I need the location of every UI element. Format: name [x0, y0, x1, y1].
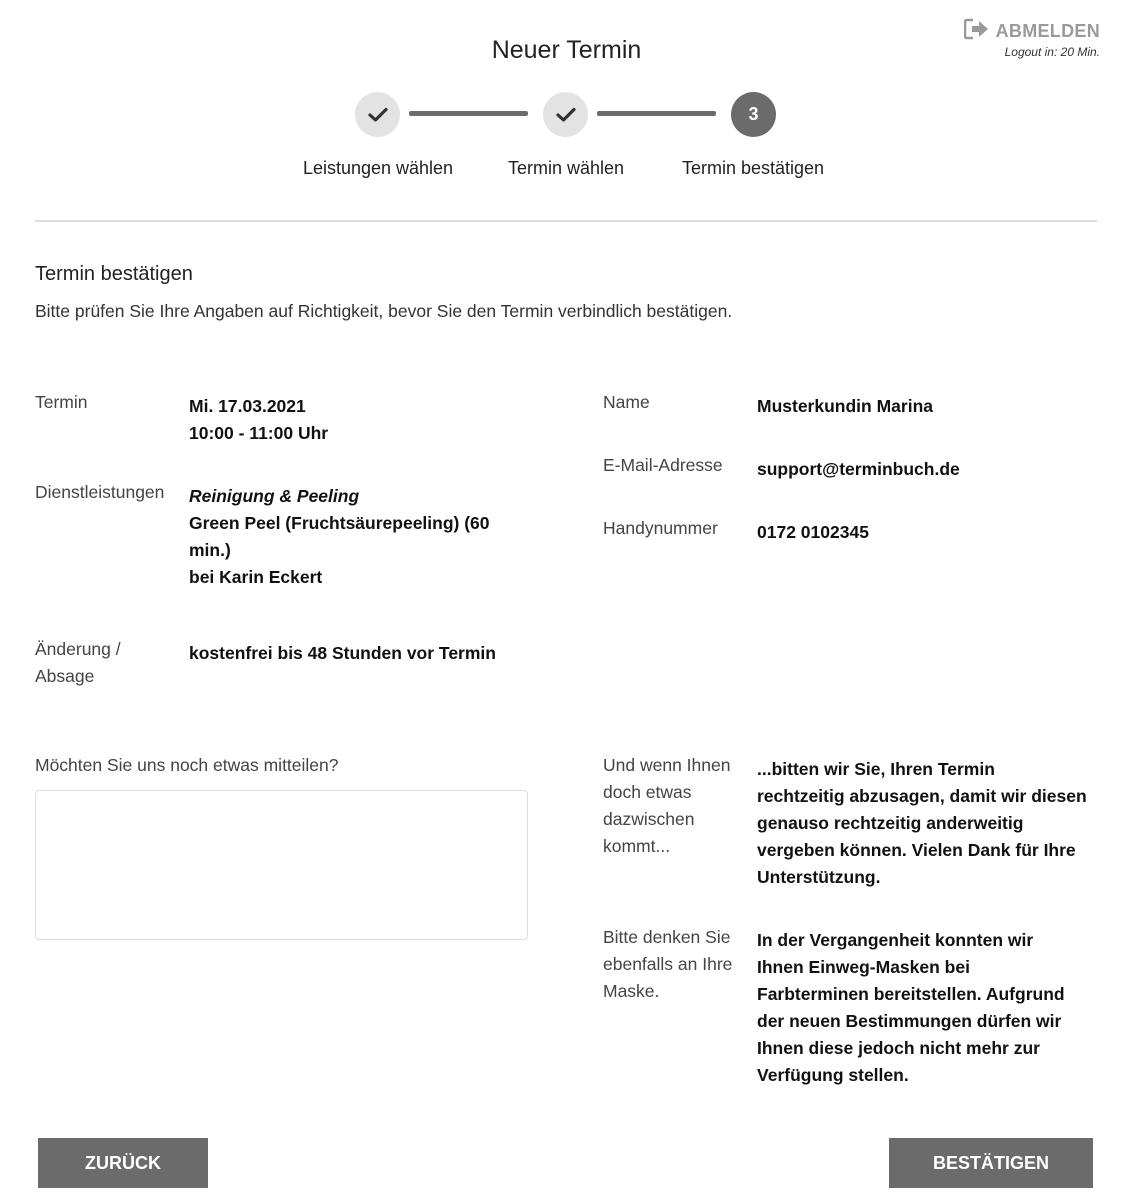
- cancel-note-text-line: rechtzeitig abzusagen, damit wir diesen: [757, 786, 1087, 806]
- termin-time: 10:00 - 11:00 Uhr: [189, 423, 329, 443]
- change-value: kostenfrei bis 48 Stunden vor Termin: [189, 643, 496, 663]
- mask-note-text-line: Farbterminen bereitstellen. Aufgrund: [757, 984, 1065, 1004]
- termin-label: Termin: [35, 392, 88, 412]
- termin-value: [189, 393, 328, 447]
- confirm-button[interactable]: BESTÄTIGEN: [889, 1138, 1093, 1188]
- step-2-label: Termin wählen: [507, 158, 625, 178]
- phone-label: Handynummer: [603, 518, 718, 538]
- mask-note-label-line: ebenfalls an Ihre: [603, 954, 733, 974]
- change-label-line-1: Änderung /: [35, 639, 121, 659]
- mask-note-text: [757, 927, 1065, 1089]
- cancel-note-label-line: Und wenn Ihnen: [603, 755, 731, 775]
- step-1-circle: [355, 92, 400, 137]
- step-3-circle: [731, 92, 776, 137]
- service-category: Reinigung & Peeling: [189, 486, 360, 506]
- service-name-line-2: min.): [189, 540, 231, 560]
- cancel-note-label-line: dazwischen: [603, 809, 695, 829]
- logout-label: ABMELDEN: [995, 21, 1100, 41]
- back-button[interactable]: ZURÜCK: [38, 1138, 208, 1188]
- message-textarea[interactable]: [35, 790, 528, 940]
- name-label: Name: [603, 392, 650, 412]
- step-3-number: 3: [748, 104, 759, 124]
- name-value: Musterkundin Marina: [757, 396, 933, 416]
- section-title: Termin bestätigen: [35, 263, 193, 285]
- mask-note-label-line: Maske.: [603, 981, 660, 1001]
- step-connector: [409, 111, 528, 116]
- cancel-note-text-line: ...bitten wir Sie, Ihren Termin: [757, 759, 995, 779]
- mask-note-text-line: Ihnen Einweg-Masken bei: [757, 957, 970, 977]
- step-connector: [597, 111, 716, 116]
- mask-note-label: [603, 924, 732, 1005]
- service-name-line-1: Green Peel (Fruchtsäurepeeling) (60: [189, 513, 490, 533]
- mask-note-text-line: Verfügung stellen.: [757, 1065, 909, 1085]
- step-1-label: Leistungen wählen: [302, 158, 454, 178]
- service-staff: bei Karin Eckert: [189, 567, 323, 587]
- cancel-note-label-line: kommt...: [603, 836, 671, 856]
- cancel-note-text-line: genauso rechtzeitig anderweitig: [757, 813, 1024, 833]
- services-value: [189, 483, 490, 591]
- progress-stepper: [0, 92, 1133, 187]
- cancel-note-text-line: vergeben können. Vielen Dank für Ihre: [757, 840, 1076, 860]
- change-label-line-2: Absage: [35, 666, 95, 686]
- mask-note-text-line: der neuen Bestimmungen dürfen wir: [757, 1011, 1062, 1031]
- step-2-circle: [543, 92, 588, 137]
- cancel-note-text: [757, 756, 1087, 891]
- check-icon: [368, 107, 388, 123]
- step-3-label: Termin bestätigen: [681, 158, 825, 178]
- cancel-note-text-line: Unterstützung.: [757, 867, 881, 887]
- message-label: Möchten Sie uns noch etwas mitteilen?: [35, 755, 339, 775]
- section-intro: Bitte prüfen Sie Ihre Angaben auf Richtigkeit, bevor Sie den Termin verbindlich bestätigen.: [35, 301, 733, 321]
- cancel-note-label-line: doch etwas: [603, 782, 692, 802]
- mask-note-label-line: Bitte denken Sie: [603, 927, 731, 947]
- mask-note-text-line: In der Vergangenheit konnten wir: [757, 930, 1034, 950]
- phone-value: 0172 0102345: [757, 522, 869, 542]
- check-icon: [556, 107, 576, 123]
- change-label: [35, 636, 121, 690]
- email-value: support@terminbuch.de: [757, 459, 960, 479]
- termin-date: Mi. 17.03.2021: [189, 396, 306, 416]
- mask-note-text-line: Ihnen diese jedoch nicht mehr zur: [757, 1038, 1040, 1058]
- email-label: E-Mail-Adresse: [603, 455, 723, 475]
- page-title: Neuer Termin: [491, 36, 642, 64]
- services-label: Dienstleistungen: [35, 482, 165, 502]
- divider: [35, 220, 1097, 222]
- logout-timer: Logout in: 20 Min.: [1004, 45, 1100, 59]
- cancel-note-label: [603, 752, 730, 860]
